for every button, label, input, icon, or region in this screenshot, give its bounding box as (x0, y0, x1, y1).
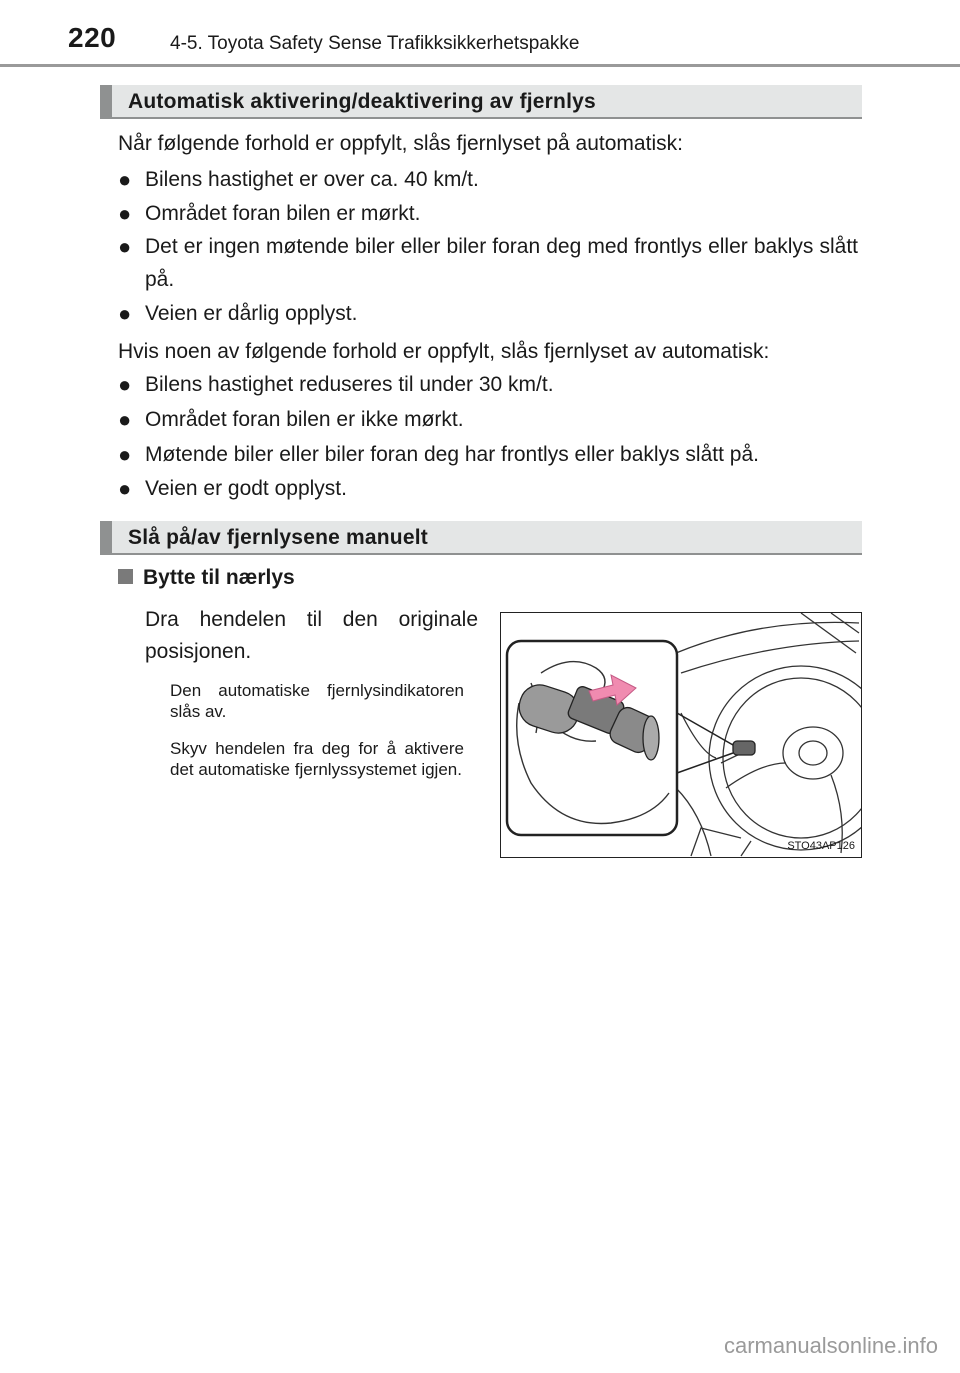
list-item (118, 368, 858, 401)
section-heading-manual-high-beam (100, 521, 862, 555)
page-header (0, 0, 960, 70)
list-item-text: Veien er godt opplyst. (145, 477, 347, 500)
bullet-icon: ● (118, 476, 132, 501)
list-item (118, 472, 858, 505)
bullet-icon: ● (118, 201, 132, 226)
bullet-icon: ● (118, 301, 132, 326)
bullet-icon: ● (118, 407, 132, 432)
section-heading-auto-high-beam (100, 85, 862, 119)
instruction-text: Dra hendelen til den originale posisjonen. (145, 608, 478, 663)
list-item (118, 438, 858, 471)
bullet-icon: ● (118, 442, 132, 467)
lever-drawing (501, 613, 861, 857)
square-bullet-icon (118, 569, 133, 584)
watermark: carmanualsonline.info (723, 1333, 938, 1358)
list-item (118, 297, 858, 330)
section-title: Slå på/av fjernlysene manuelt (128, 526, 428, 549)
headlight-lever-illustration (500, 612, 862, 858)
note-text: Skyv hendelen fra deg for å aktivere det automatiske fjernlyssystemet igjen. (170, 739, 464, 779)
list-item (118, 403, 858, 436)
bullet-icon: ● (118, 234, 132, 259)
list-item-text: Bilens hastighet reduseres til under 30 km/t. (145, 373, 554, 396)
bullet-icon: ● (118, 372, 132, 397)
section-title: Automatisk aktivering/deaktivering av fjernlys (128, 90, 596, 113)
list-item (118, 230, 858, 296)
intro-off-paragraph: Hvis noen av følgende forhold er oppfylt, slås fjernlyset av automatisk: (118, 340, 770, 363)
figure-code: STO43AP126 (787, 840, 855, 852)
list-item (118, 163, 858, 196)
intro-on-paragraph: Når følgende forhold er oppfylt, slås fjernlyset på automatisk: (118, 132, 683, 155)
note-text: Den automatiske fjernlysindikatoren slås av. (170, 681, 464, 721)
list-item-text: Området foran bilen er mørkt. (145, 202, 421, 225)
list-item-text: Det er ingen møtende biler eller biler foran deg med frontlys eller baklys slått på. (145, 235, 858, 291)
list-item (118, 197, 858, 230)
list-item-text: Veien er dårlig opplyst. (145, 302, 358, 325)
subheading-text: Bytte til nærlys (143, 566, 295, 589)
header-divider (0, 64, 960, 67)
subheading (118, 566, 295, 590)
page-number: 220 (68, 22, 117, 53)
list-item-text: Bilens hastighet er over ca. 40 km/t. (145, 168, 479, 191)
list-item-text: Området foran bilen er ikke mørkt. (145, 408, 464, 431)
chapter-title: 4-5. Toyota Safety Sense Trafikksikkerhetspakke (170, 33, 580, 54)
bullet-icon: ● (118, 167, 132, 192)
list-item-text: Møtende biler eller biler foran deg har frontlys eller baklys slått på. (145, 443, 759, 466)
